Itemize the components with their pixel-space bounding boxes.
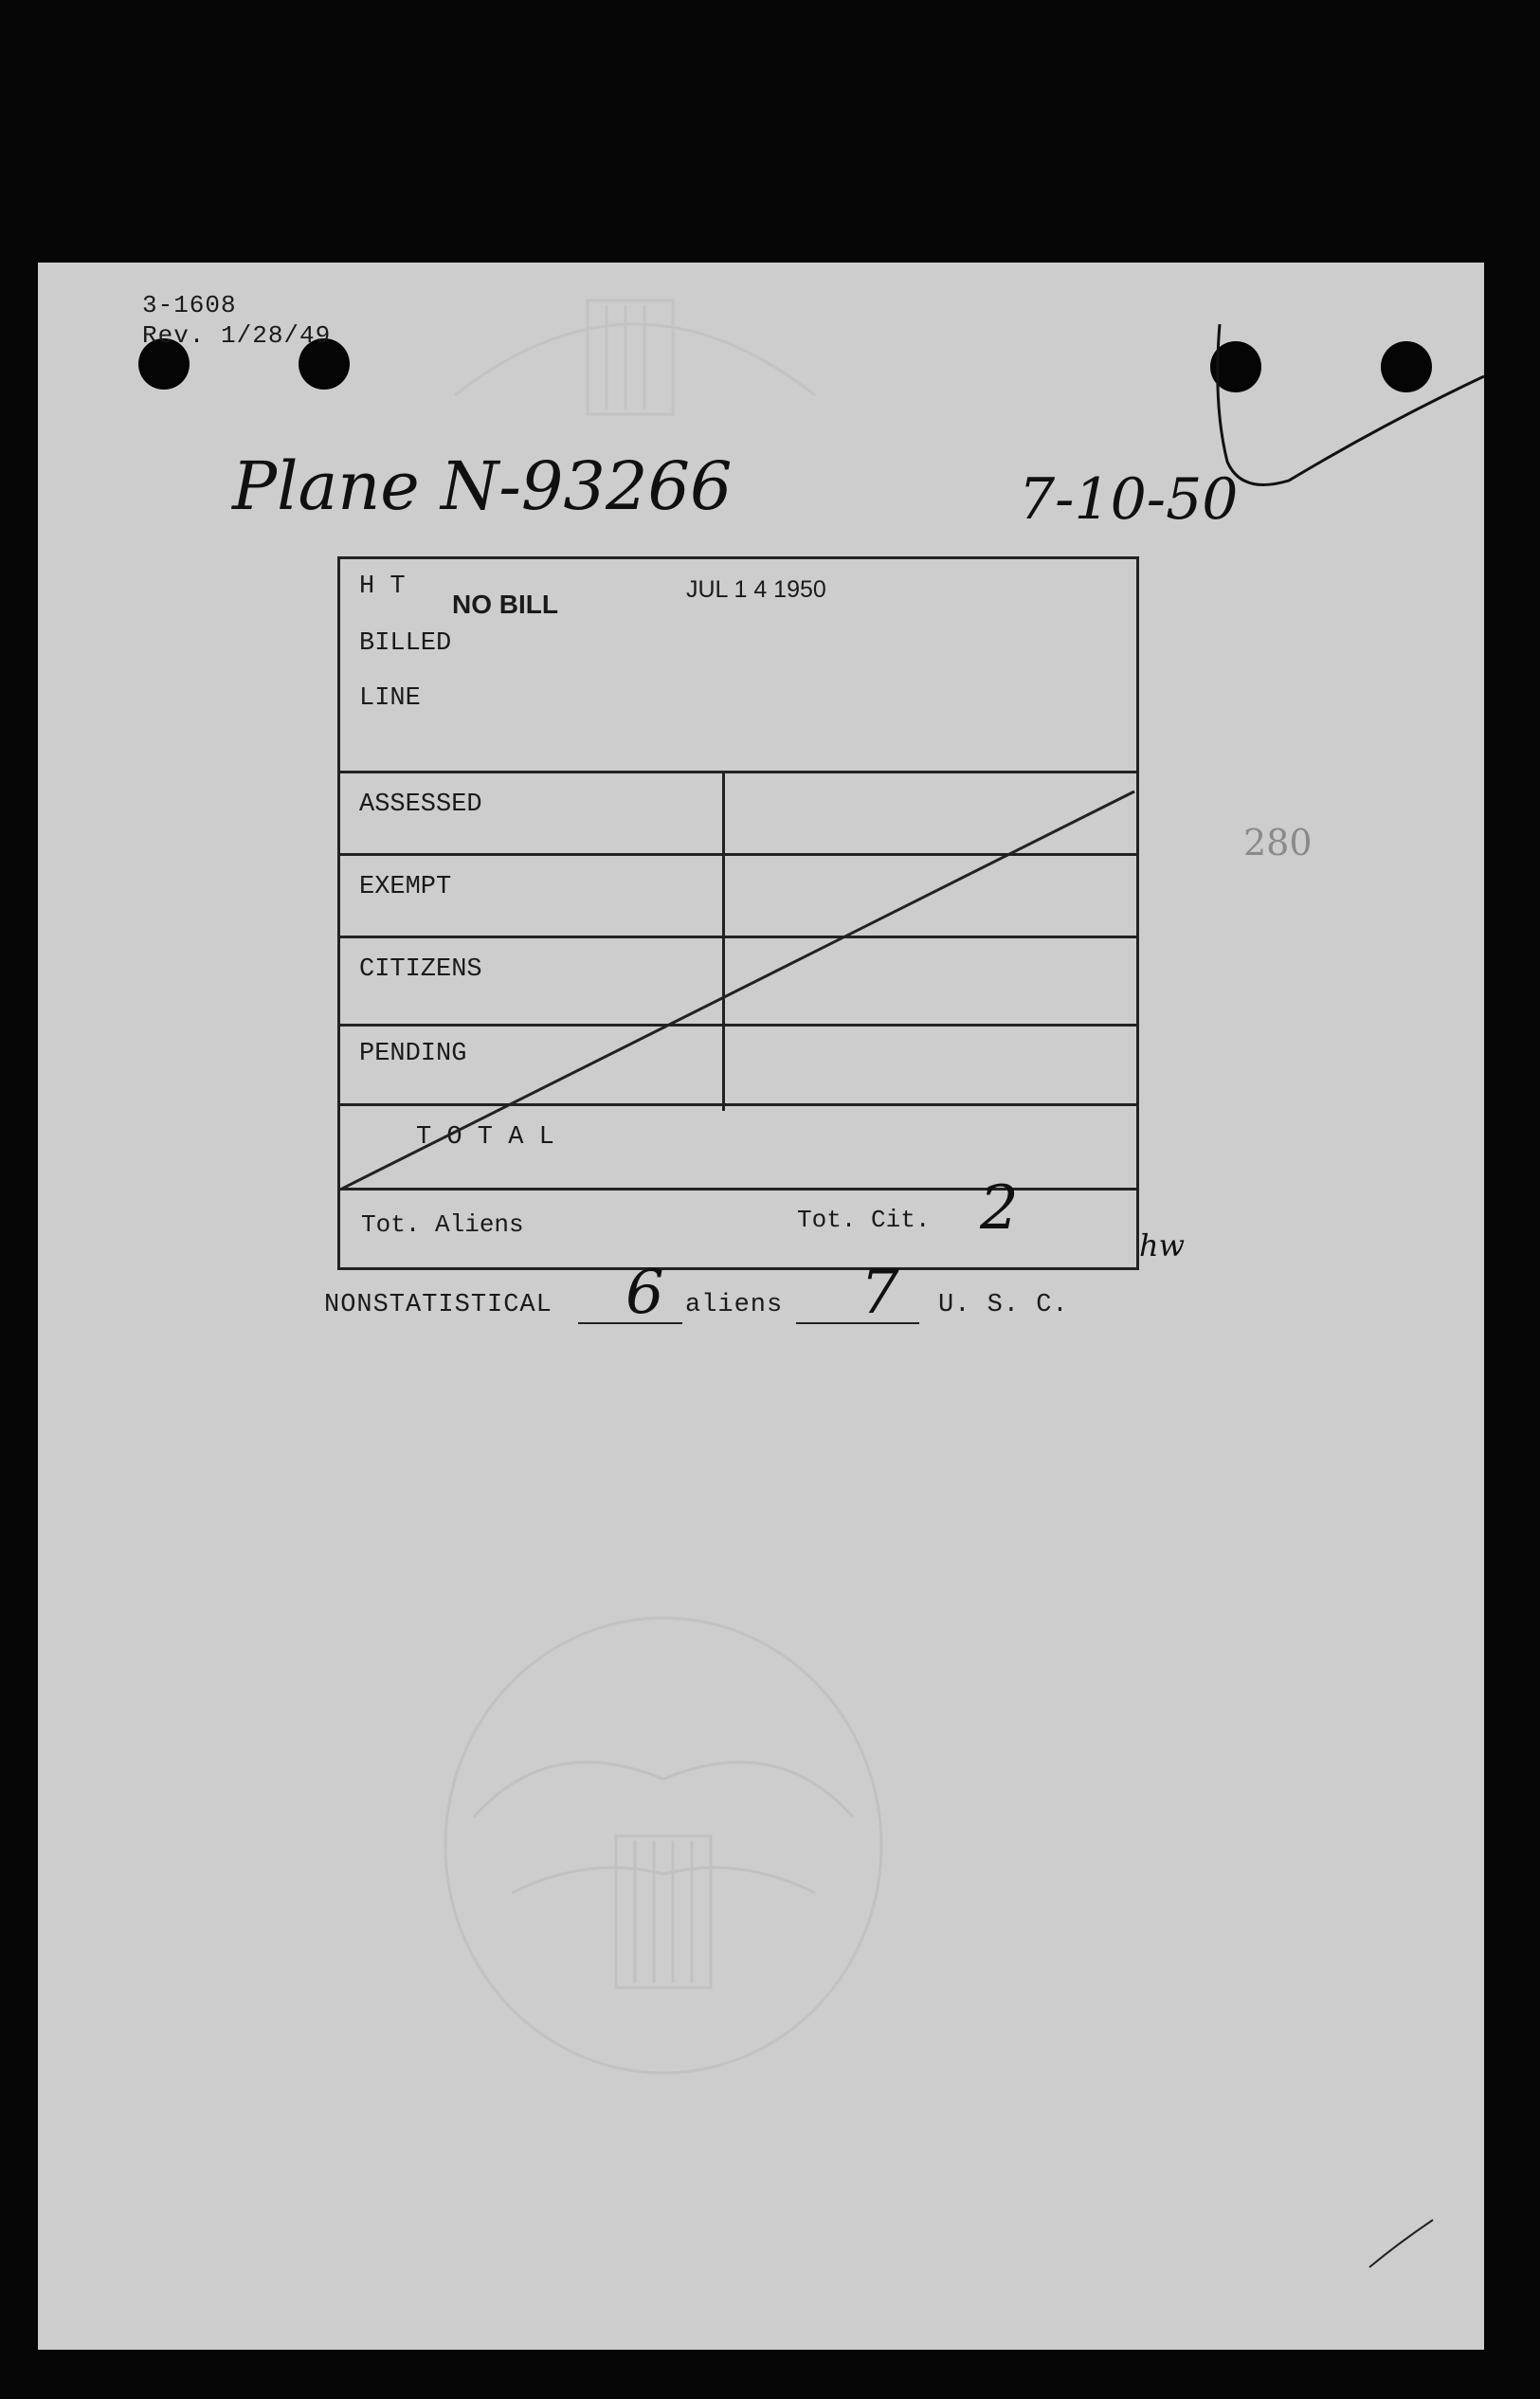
billing-table <box>337 556 1139 1270</box>
line-label: LINE <box>359 684 421 713</box>
exempt-label: EXEMPT <box>359 873 452 901</box>
diagonal-strike <box>340 559 1136 1270</box>
plane-number: Plane N-93266 <box>232 447 733 525</box>
date-stamp: JUL 1 4 1950 <box>686 576 826 603</box>
pencil-mark <box>1365 2215 1440 2272</box>
document-page <box>38 263 1484 2350</box>
citizens-label: CITIZENS <box>359 955 482 984</box>
assessed-label: ASSESSED <box>359 791 482 819</box>
page-number: 280 <box>1243 822 1313 863</box>
tot-aliens-label: Tot. Aliens <box>361 1210 524 1239</box>
usc-count-line <box>796 1322 919 1324</box>
nonstatistical-label: NONSTATISTICAL <box>324 1291 553 1319</box>
form-revision: Rev. 1/28/49 <box>142 321 332 350</box>
no-bill-stamp: NO BILL <box>452 590 558 619</box>
tot-cit-value: 2 <box>980 1173 1019 1244</box>
total-label: T O T A L <box>416 1123 554 1152</box>
form-number: 3-1608 <box>142 291 237 319</box>
seal-watermark-top <box>436 282 834 424</box>
usc-count: 7 <box>861 1258 899 1328</box>
seal-watermark <box>398 1580 929 2111</box>
handwritten-date: 7-10-50 <box>1019 466 1239 533</box>
tot-cit-label: Tot. Cit. <box>797 1206 931 1234</box>
check-stroke <box>1175 319 1484 509</box>
initials: hw <box>1139 1227 1185 1263</box>
aliens-label: aliens <box>685 1291 784 1319</box>
billed-label: BILLED <box>359 629 452 658</box>
aliens-count: 6 <box>625 1258 664 1328</box>
ht-label: H T <box>359 572 406 601</box>
usc-label: U. S. C. <box>938 1291 1069 1319</box>
pending-label: PENDING <box>359 1040 467 1068</box>
